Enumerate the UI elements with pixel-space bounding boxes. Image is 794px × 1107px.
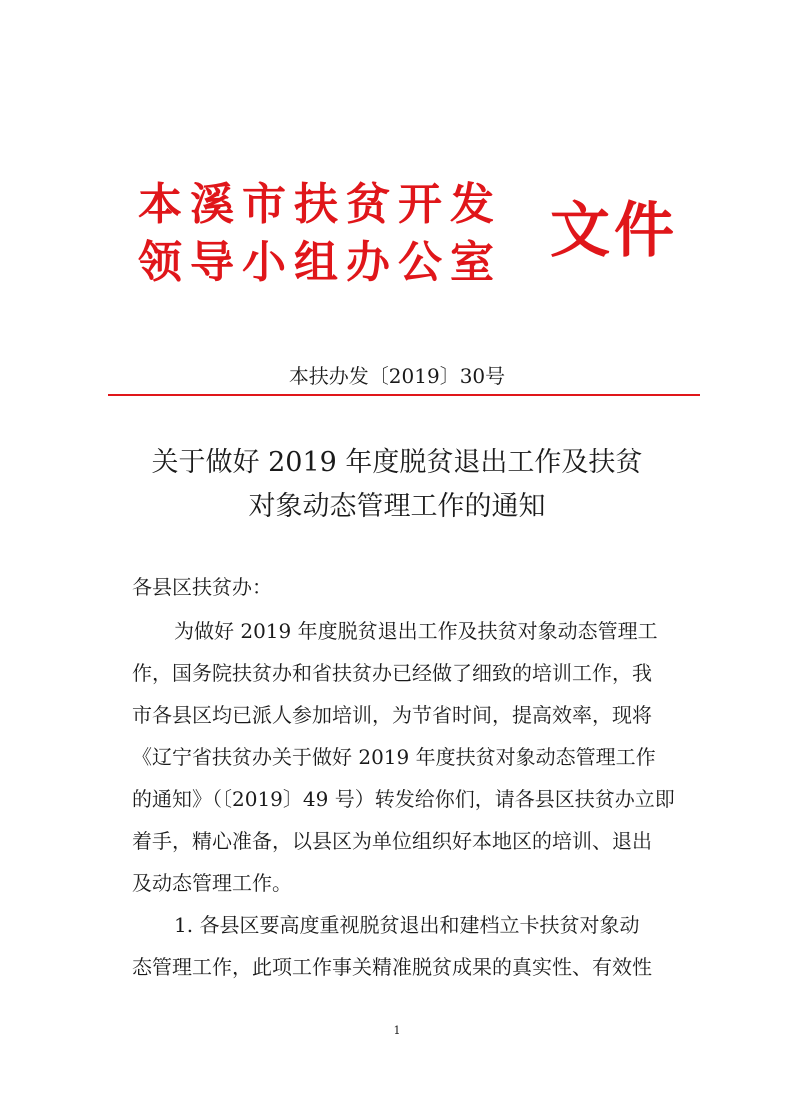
body-line: 及动态管理工作。 xyxy=(132,871,292,895)
body-line: 市各县区均已派人参加培训，为节省时间，提高效率，现将 xyxy=(132,703,652,727)
body-line: 作，国务院扶贫办和省扶贫办已经做了细致的培训工作，我 xyxy=(132,661,652,685)
title-line-2: 对象动态管理工作的通知 xyxy=(248,491,546,522)
body-line: 的通知》（〔2019〕49 号）转发给你们，请各县区扶贫办立即 xyxy=(132,787,675,811)
document-title xyxy=(0,441,794,529)
red-divider-line xyxy=(108,394,700,396)
body-line: 《辽宁省扶贫办关于做好 2019 年度扶贫对象动态管理工作 xyxy=(132,745,656,769)
title-line-1: 关于做好 2019 年度脱贫退出工作及扶贫 xyxy=(151,447,643,478)
body-line: 着手，精心准备，以县区为单位组织好本地区的培训、退出 xyxy=(132,829,652,853)
issuing-authority-line-2: 领导小组办公室 xyxy=(138,237,502,288)
issuing-authority xyxy=(138,176,502,292)
page-number: 1 xyxy=(393,1024,401,1037)
body-line: 态管理工作，此项工作事关精准脱贫成果的真实性、有效性 xyxy=(132,955,652,979)
body-line: 1. 各县区要高度重视脱贫退出和建档立卡扶贫对象动 xyxy=(174,913,640,937)
body-text xyxy=(132,610,692,988)
issuing-authority-line-1: 本溪市扶贫开发 xyxy=(138,179,502,230)
document-number: 本扶办发〔2019〕30号 xyxy=(288,364,506,388)
salutation: 各县区扶贫办： xyxy=(132,575,272,599)
body-line: 为做好 2019 年度脱贫退出工作及扶贫对象动态管理工 xyxy=(174,619,658,643)
document-type-label: 文件 xyxy=(550,196,678,266)
